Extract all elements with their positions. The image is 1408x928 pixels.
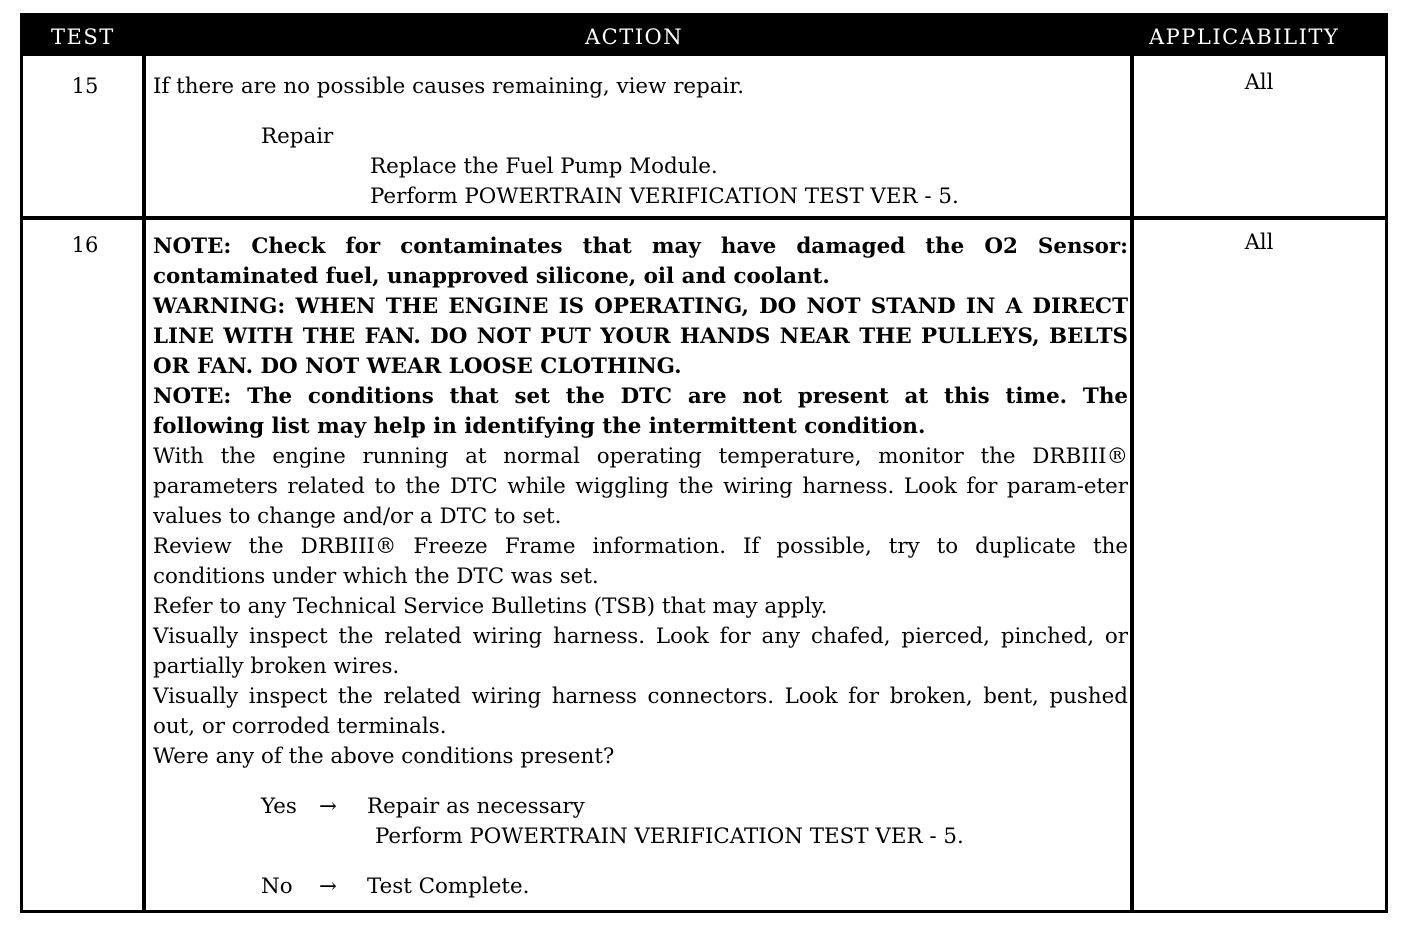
note-intermittent: NOTE: The conditions that set the DTC are not present at this time. The following list may help in identifying the intermittent condition. <box>153 384 1128 439</box>
column-divider-applicability <box>1130 56 1134 910</box>
no-label: No <box>261 874 293 899</box>
repair-label: Repair <box>261 124 334 149</box>
header-action: ACTION <box>585 25 684 49</box>
repair-step-1: Replace the Fuel Pump Module. <box>370 154 718 179</box>
row-divider <box>23 216 1385 220</box>
no-action-1: Test Complete. <box>367 874 530 899</box>
arrow-icon: → <box>319 794 337 819</box>
yes-branch <box>261 792 1128 822</box>
test-number: 15 <box>71 74 99 98</box>
test-number: 16 <box>71 233 99 257</box>
question: Were any of the above conditions present? <box>153 744 615 769</box>
diagnostic-table <box>20 13 1388 913</box>
yes-action-2: Perform POWERTRAIN VERIFICATION TEST VER - 5. <box>375 824 964 849</box>
step-tsb: Refer to any Technical Service Bulletins (TSB) that may apply. <box>153 594 828 619</box>
warning-fan: WARNING: WHEN THE ENGINE IS OPERATING, DO NOT STAND IN A DIRECT LINE WITH THE FAN. DO NOT PUT YOUR HANDS NEAR THE PULLEYS, BELTS OR FAN. DO NOT WEAR LOOSE CLOTHING. <box>153 294 1128 379</box>
column-divider-test <box>142 56 146 910</box>
step-monitor-parameters: With the engine running at normal operating temperature, monitor the DRBIII® parameters related to the DTC while wiggling the wiring harness. Look for param-eter values to change and/or a DTC to set. <box>153 444 1128 529</box>
arrow-icon: → <box>319 874 337 899</box>
yes-action-1: Repair as necessary <box>367 794 585 819</box>
action-cell-16 <box>153 232 1128 902</box>
yes-label: Yes <box>261 794 297 819</box>
step-inspect-harness: Visually inspect the related wiring harness. Look for any chafed, pierced, pinched, or partially broken wires. <box>153 624 1128 679</box>
table-header <box>23 16 1385 56</box>
action-intro: If there are no possible causes remaining, view repair. <box>153 74 745 99</box>
header-applicability: APPLICABILITY <box>1149 25 1340 49</box>
note-contaminates: NOTE: Check for contaminates that may have damaged the O2 Sensor: contaminated fuel, unapproved silicone, oil and coolant. <box>153 234 1128 289</box>
action-cell-15 <box>153 72 1128 212</box>
no-branch <box>261 872 1128 902</box>
applicability-value: All <box>1244 230 1274 254</box>
header-test: TEST <box>51 25 115 49</box>
step-inspect-connectors: Visually inspect the related wiring harness connectors. Look for broken, bent, pushed out, or corroded terminals. <box>153 684 1128 739</box>
applicability-value: All <box>1244 70 1274 94</box>
step-freeze-frame: Review the DRBIII® Freeze Frame information. If possible, try to duplicate the conditions under which the DTC was set. <box>153 534 1128 589</box>
repair-step-2: Perform POWERTRAIN VERIFICATION TEST VER - 5. <box>370 184 959 209</box>
